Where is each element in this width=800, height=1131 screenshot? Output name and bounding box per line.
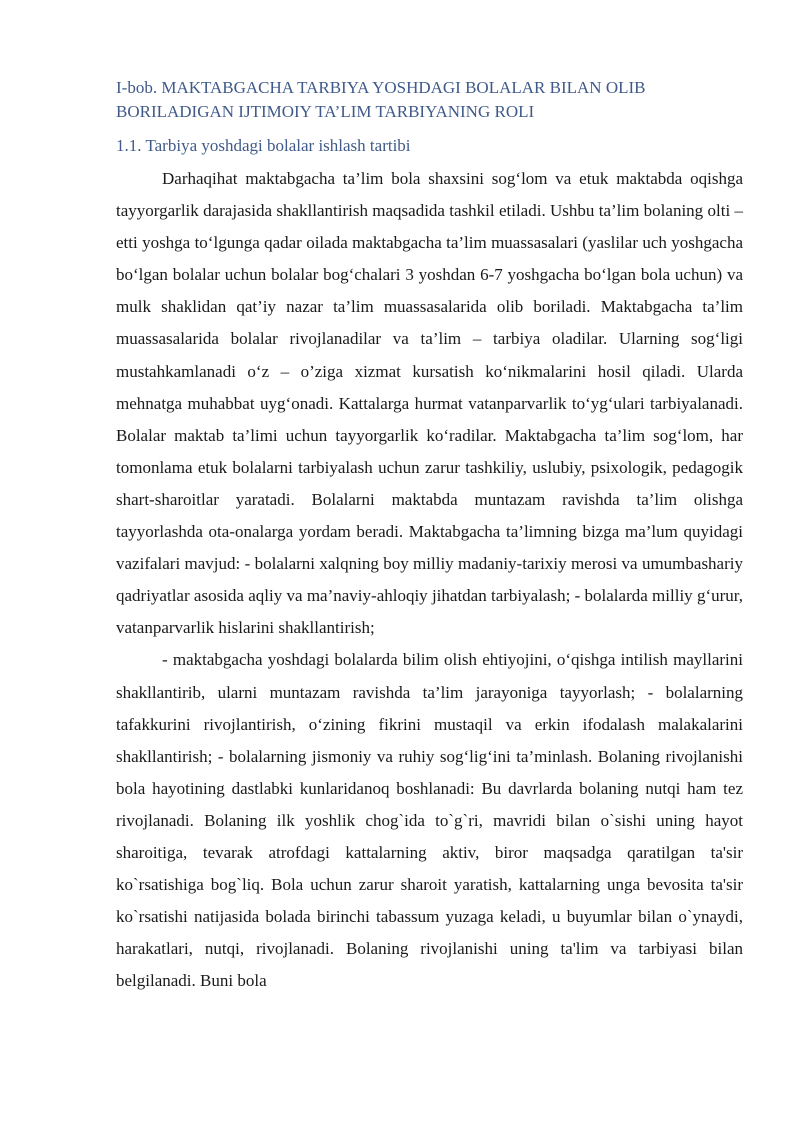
body-text xyxy=(116,163,743,997)
chapter-title xyxy=(116,76,743,124)
chapter-title-line-1: I-bob. MAKTABGACHA TARBIYA YOSHDAGI BOLALAR BILAN OLIB xyxy=(116,78,646,97)
chapter-title-line-2: BORILADIGAN IJTIMOIY TA’LIM TARBIYANING ROLI xyxy=(116,102,535,121)
paragraph-2: - maktabgacha yoshdagi bolalarda bilim olish ehtiyojini, o‘qishga intilish mayllarini shakllantirib, ularni muntazam ravishda ta’lim jarayoniga tayyorlash; - bolalarning tafakkurini rivojlantirish, o‘zining fikrini mustaqil va erkin ifodalash malakalarini shakllantirish; - bolalarning jismoniy va ruhiy sog‘lig‘ini ta’minlash. Bolaning rivojlanishi bola hayotining dastlabki kunlaridanoq boshlanadi: Bu davrlarda bolaning nutqi ham tez rivojlanadi. Bolaning ilk yoshlik chog`ida to`g`ri, mavridi bilan o`sishi uning hayot sharoitiga, tevarak atrofdagi kattalarning aktiv, biror maqsadga qaratilgan ta'sir ko`rsatishiga bog`liq. Bola uchun zarur sharoit yaratish, kattalarning unga bevosita ta'sir ko`rsatishi natijasida bolada birinchi tabassum yuzaga keladi, u buyumlar bilan o`ynaydi, harakatlari, nutqi, rivojlanadi. Bolaning rivojlanishi uning ta'lim va tarbiyasi bilan belgilanadi. Buni bola xyxy=(116,650,743,991)
section-title: 1.1. Tarbiya yoshdagi bolalar ishlash tartibi xyxy=(116,136,411,155)
paragraph-1: Darhaqihat maktabgacha ta’lim bola shaxsini sog‘lom va etuk maktabda oqishga tayyorgarlik darajasida shakllantirish maqsadida tashkil etiladi. Ushbu ta’lim bolaning olti – etti yoshga to‘lgunga qadar oilada maktabgacha ta’lim muassasalari (yaslilar uch yoshgacha bo‘lgan bolalar uchun bolalar bog‘chalari 3 yoshdan 6-7 yoshgacha bo‘lgan bola uchun) va mulk shaklidan qat’iy nazar ta’lim muassasalarida olib boriladi. Maktabgacha ta’lim muassasalarida bolalar rivojlanadilar va ta’lim – tarbiya oladilar. Ularning sog‘ligi mustahkamlanadi o‘z – o’ziga xizmat kursatish ko‘nikmalarini hosil qiladi. Ularda mehnatga muhabbat uyg‘onadi. Kattalarga hurmat vatanparvarlik to‘yg‘ulari tarbiyalanadi. Bolalar maktab ta’limi uchun tayyorgarlik ko‘radilar. Maktabgacha ta’lim sog‘lom, har tomonlama etuk bolalarni tarbiyalash uchun zarur tashkiliy, uslubiy, psixologik, pedagogik shart-sharoitlar yaratadi. Bolalarni maktabda muntazam ravishda ta’lim olishga tayyorlashda ota-onalarga yordam beradi. Maktabgacha ta’limning bizga ma’lum quyidagi vazifalari mavjud: - bolalarni xalqning boy milliy madaniy-tarixiy merosi va umumbashariy qadriyatlar asosida aqliy va ma’naviy-ahloqiy jihatdan tarbiyalash; - bolalarda milliy g‘urur, vatanparvarlik hislarini shakllantirish; xyxy=(116,169,743,638)
